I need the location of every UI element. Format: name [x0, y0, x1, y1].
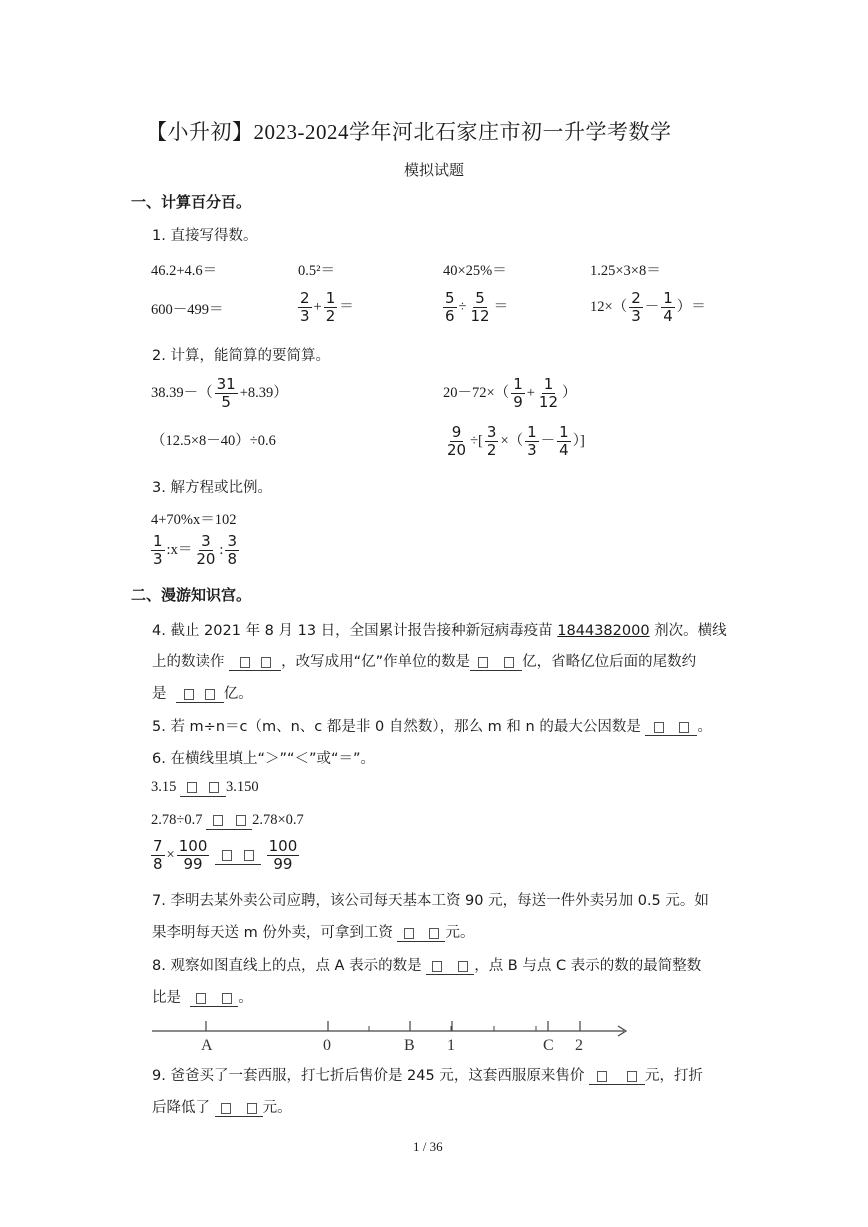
q6-label: 6. 在横线里填上“＞”“＜”或“＝”。: [152, 751, 376, 767]
denominator: 6: [445, 307, 455, 325]
answer-blank[interactable]: [426, 958, 474, 975]
q3-expr-2: [149, 533, 241, 568]
numerator: 3: [201, 532, 211, 550]
numerator: 2: [300, 289, 310, 307]
denominator: 5: [221, 393, 231, 411]
suffix: ）: [562, 384, 577, 401]
operator: －: [644, 298, 660, 315]
text: 元。: [445, 925, 475, 941]
fraction: [298, 290, 312, 325]
text: 。: [238, 990, 253, 1006]
text: 3.15: [151, 779, 177, 795]
fraction: [177, 838, 210, 873]
fraction: [445, 424, 468, 459]
text: 元，打折: [644, 1068, 703, 1084]
q1-item-6: [296, 290, 354, 325]
answer-blank[interactable]: [215, 847, 261, 865]
answer-blank[interactable]: [180, 779, 226, 797]
fraction: [194, 533, 217, 568]
text: 9. 爸爸买了一套西服，打七折后售价是 245 元，这套西服原来售价: [152, 1068, 585, 1084]
operator: ÷: [458, 298, 467, 315]
q1-item-1: 46.2+4.6＝: [151, 263, 218, 279]
q2-expr-1: [151, 376, 288, 411]
number-line-figure: [150, 1010, 630, 1056]
text: 2.78×0.7: [252, 812, 304, 828]
numerator: 5: [445, 289, 455, 307]
text: 5. 若 m÷n＝c（m、n、c 都是非 0 自然数），那么 m 和 n 的最大公因数是: [152, 719, 641, 735]
q9-line-2: [152, 1096, 292, 1117]
q4-line-2: [152, 650, 696, 671]
q1-item-3: 40×25%＝: [443, 263, 507, 279]
axis-label-0: 0: [323, 1037, 331, 1054]
text: ，点 B 与点 C 表示的数的最简整数: [474, 958, 702, 974]
text: 。: [697, 719, 712, 735]
numerator: 5: [475, 289, 485, 307]
q6-row-3: [149, 838, 301, 873]
denominator: 4: [663, 307, 673, 325]
fraction: [151, 533, 165, 568]
numerator: 3: [227, 532, 237, 550]
fraction: [151, 838, 165, 873]
numerator: 1: [559, 423, 569, 441]
axis-label-2: 2: [575, 1037, 583, 1054]
prefix: 38.39－（: [151, 384, 213, 401]
q1-item-5: 600－499＝: [151, 302, 224, 318]
operator: +: [526, 384, 535, 401]
fraction: [661, 290, 675, 325]
suffix: ）＝: [676, 298, 706, 315]
denominator: 12: [538, 393, 559, 411]
fraction: [469, 290, 492, 325]
fraction: [485, 424, 499, 459]
fraction: [525, 424, 539, 459]
numerator: 100: [178, 837, 208, 855]
numerator: 1: [663, 289, 673, 307]
text: 剂次。横线: [649, 623, 727, 639]
q1-item-4: 1.25×3×8＝: [590, 263, 661, 279]
suffix: +8.39）: [239, 384, 288, 401]
q6-row-2: [151, 812, 304, 830]
denominator: 8: [153, 855, 163, 873]
q1-item-8: [590, 290, 706, 325]
axis-label-B: B: [404, 1037, 415, 1054]
q8-line-1: [152, 954, 701, 975]
text: 比是: [152, 990, 181, 1006]
numerator: 1: [153, 532, 163, 550]
suffix: ）]: [572, 432, 585, 449]
operator: ×: [166, 846, 175, 863]
q9-line-1: [152, 1064, 703, 1085]
denominator: 2: [486, 441, 497, 459]
text: 8. 观察如图直线上的点，点 A 表示的数是: [152, 958, 422, 974]
operator: ×（: [500, 432, 524, 449]
text: 2.78÷0.7: [151, 812, 203, 828]
q1-item-2: 0.5²＝: [298, 263, 335, 279]
text: 是: [152, 686, 167, 702]
q7-line-1: 7. 李明去某外卖公司应聘，该公司每天基本工资 90 元，每送一件外卖另加 0.5 元。如: [152, 893, 709, 909]
denominator: 20: [447, 441, 467, 459]
operator: :: [219, 541, 224, 558]
answer-blank[interactable]: [176, 686, 224, 703]
text: 3.150: [226, 779, 259, 795]
prefix: 12×（: [590, 298, 628, 315]
numerator: 1: [513, 375, 523, 393]
equals: ＝: [339, 298, 354, 315]
text: ，改写成用“亿”作单位的数是: [281, 654, 471, 670]
operator: +: [313, 298, 322, 315]
answer-blank[interactable]: [397, 925, 445, 942]
axis-label-A: A: [201, 1037, 213, 1054]
q4-line-3: [152, 682, 253, 703]
operator: －: [540, 432, 556, 449]
numerator: 1: [325, 289, 336, 307]
denominator: 3: [153, 550, 163, 568]
q3-expr-1: 4+70%x＝102: [151, 512, 237, 528]
operator: :x＝: [166, 541, 193, 558]
axis-label-C: C: [543, 1037, 554, 1054]
numerator: 1: [543, 375, 554, 393]
denominator: 3: [631, 307, 641, 325]
fraction: [557, 424, 571, 459]
denominator: 8: [227, 550, 237, 568]
q7-line-2: [152, 921, 474, 942]
section-2-heading: 二、漫游知识宫。: [131, 586, 252, 604]
text: 亿。: [223, 686, 253, 702]
denominator: 20: [196, 550, 216, 568]
q4-line-1: [152, 619, 727, 640]
q2-label: 2. 计算，能简算的要简算。: [152, 348, 330, 364]
axis-label-1: 1: [447, 1037, 455, 1054]
q2-expr-3: （12.5×8－40）÷0.6: [151, 433, 276, 449]
numerator: 2: [631, 289, 641, 307]
numerator: 100: [268, 837, 298, 855]
q2-expr-4: [443, 424, 585, 459]
text: 亿，省略亿位后面的尾数约: [522, 654, 697, 670]
fraction: [324, 290, 338, 325]
answer-blank[interactable]: [589, 1068, 645, 1085]
answer-blank[interactable]: [645, 719, 697, 736]
numerator: 3: [486, 423, 497, 441]
equals: ＝: [493, 298, 509, 315]
page-number: 1 / 36: [413, 1139, 443, 1154]
q6-row-1: [151, 779, 259, 797]
denominator: 12: [470, 307, 490, 325]
answer-blank[interactable]: [215, 1100, 263, 1117]
denominator: 3: [300, 307, 310, 325]
operator: ÷[: [470, 432, 483, 449]
answer-blank[interactable]: [206, 812, 252, 830]
denominator: 4: [559, 441, 569, 459]
answer-blank[interactable]: [190, 990, 238, 1007]
fraction: [215, 376, 238, 411]
q3-label: 3. 解方程或比例。: [152, 480, 272, 496]
numerator: 1: [527, 423, 537, 441]
fraction: [511, 376, 525, 411]
denominator: 9: [513, 393, 523, 411]
fraction: [267, 838, 300, 873]
q1-label: 1. 直接写得数。: [152, 228, 258, 244]
text: 上的数读作: [152, 654, 225, 670]
numerator: 7: [153, 837, 163, 855]
text: 元。: [262, 1100, 292, 1116]
text: 果李明每天送 m 份外卖，可拿到工资: [152, 925, 393, 941]
answer-blank[interactable]: [229, 654, 281, 671]
page-subtitle: 模拟试题: [404, 163, 465, 179]
denominator: 99: [273, 855, 293, 873]
section-1-heading: 一、计算百分百。: [131, 193, 252, 211]
denominator: 2: [325, 307, 336, 325]
page-title: 【小升初】2023-2024学年河北石家庄市初一升学考数学: [146, 120, 672, 144]
denominator: 99: [183, 855, 203, 873]
q5-line: [152, 715, 712, 736]
numerator: 31: [216, 375, 236, 393]
text: 4. 截止 2021 年 8 月 13 日，全国累计报告接种新冠病毒疫苗: [152, 623, 558, 639]
prefix: 20－72×（: [443, 384, 510, 401]
underlined-number: 1844382000: [557, 623, 650, 639]
q1-item-7: [441, 290, 508, 325]
denominator: 3: [527, 441, 537, 459]
fraction: [225, 533, 239, 568]
q8-line-2: [152, 986, 253, 1007]
answer-blank[interactable]: [470, 654, 522, 671]
fraction: [443, 290, 457, 325]
q2-expr-2: [443, 376, 577, 411]
fraction: [629, 290, 643, 325]
text: 后降低了: [152, 1100, 210, 1116]
fraction: [537, 376, 560, 411]
numerator: 9: [451, 423, 462, 441]
